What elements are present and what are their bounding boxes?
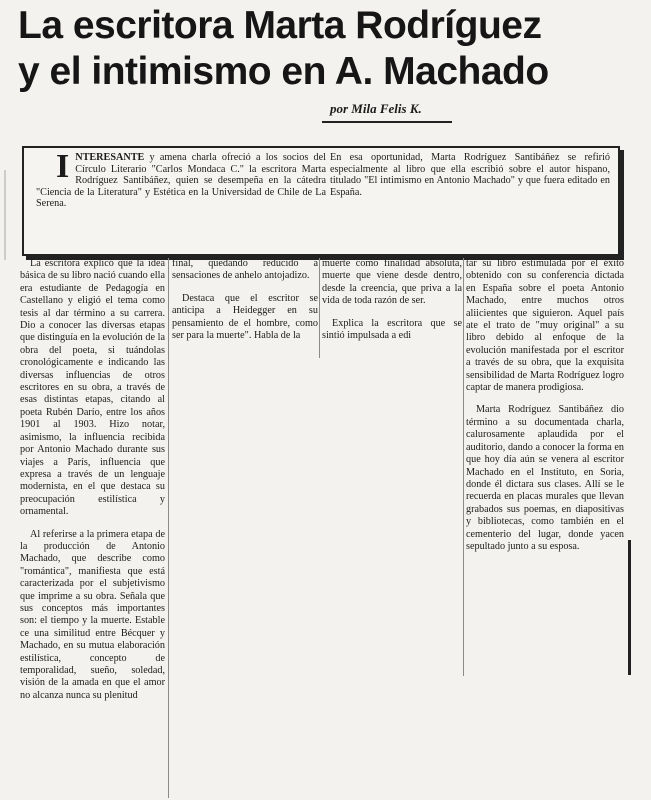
column-rule	[319, 258, 320, 358]
intro-column-1	[36, 148, 326, 210]
paragraph: Explica la escritora que se sintió impulsada a edi	[322, 317, 462, 342]
paragraph: Al referirse a la primera etapa de la producción de Antonio Machado, que describe como "romántica", manifiesta que está caracterizada por el subjetivismo que imprime a su obra. Señala que sus conceptos más importantes son: el tiempo y la muerte. Estable ce una similitud entre Bécquer y Machado, en su mutua elaboración estilística, concepto de temporalidad, sueño, soledad, visión de la amada en que el amor no alcanza nunca su plenitud	[20, 528, 165, 701]
headline-line-1: La escritora Marta Rodríguez	[18, 4, 542, 47]
paragraph: La escritora explicó que la idea básica de su libro nació cuando ella era estudiante de Pedagogía en Castellano y eligió el tema como tesis al dar término a su carrera. Dio a conocer las diversas etapas que distinguía en la evolución de la obra del poeta, si tuándolas cronológicamente e indicando las diversas influencias de otros escritores en su obra, a través de esas distintas etapas, citando al poeta Rubén Darío, entre los años 1901 al 1903. Hizo notar, asimismo, la influencia recibida por Antonio Machado durante sus viajes a París, influencia que expresa a través de un lenguaje modernista, en el que destaca su preocupación estilística y ornamental.	[20, 258, 165, 518]
paragraph: tar su libro estimulada por el éxito obtenido con su conferencia dictada en España sobre el poeta Antonio Machado, entre muchos otros aliicientes que siguieron. Aquel país ate el trato de "muy original" a su libro debido al enfoque de la evolución manifestada por el escritor a través de su obra, que la exquisita sensibilidad de Marta Rodríguez logro captar de manera prodigiosa.	[466, 258, 624, 394]
intro-lead-in: NTERESANTE	[75, 152, 145, 163]
paragraph: Marta Rodríguez Santibáñez dio término a su documentada charla, calurosamente aplaudida por el auditorio, dando a conocer la forma en que hoy día aún se venera al escritor Machado en el Instituto, en Soria, donde él dictara sus clases. Allí se le recuerda en placas murales que llevan grabados sus poemas, en diapositivas y bibliotecas, como también en el cementerio del lugar, donde yacen sepultado junto a su esposa.	[466, 404, 624, 552]
intro-box	[22, 146, 620, 256]
paragraph: final, quedando reducido a sensaciones de anhelo antojadizo.	[172, 258, 318, 282]
body-column-1	[20, 258, 165, 798]
body-column-4	[466, 258, 624, 676]
drop-cap: I	[56, 148, 70, 185]
intro-text-1: y amena charla ofreció a los socios del Círculo Literario "Carlos Mondaca C." la escritora Marta Rodríguez Santibáñez, quien se desempeña en la cátedra "Ciencia de la Literatura" y Estética en la Universidad de Chile de La Serena.	[36, 152, 326, 210]
column-rule	[463, 258, 464, 676]
body-column-3	[322, 258, 462, 358]
byline-rule	[322, 121, 452, 123]
margin-bar	[628, 540, 631, 675]
byline: por Mila Felis K.	[330, 101, 422, 116]
scan-edge-mark	[4, 170, 6, 260]
paragraph: muerte como finalidad absoluta, muerte que viene desde dentro, desde la creencia, que priva a la vida de toda razón de ser.	[322, 258, 462, 307]
intro-text-2: En esa oportunidad, Marta Rodríguez Santibáñez se refirió especialmente al libro que ella escribió sobre el autor hispano, titulado "El intimismo en Antonio Machado" y que fuera editado en España.	[330, 152, 610, 198]
headline-line-2: y el intimismo en A. Machado	[18, 50, 549, 93]
intro-column-2	[330, 152, 610, 198]
column-rule	[168, 258, 169, 798]
paragraph: Destaca que el escritor se anticipa a Heidegger en su pensamiento de el hombre, como ser para la muerte". Habla de la	[172, 292, 318, 342]
body-column-2	[172, 258, 318, 358]
